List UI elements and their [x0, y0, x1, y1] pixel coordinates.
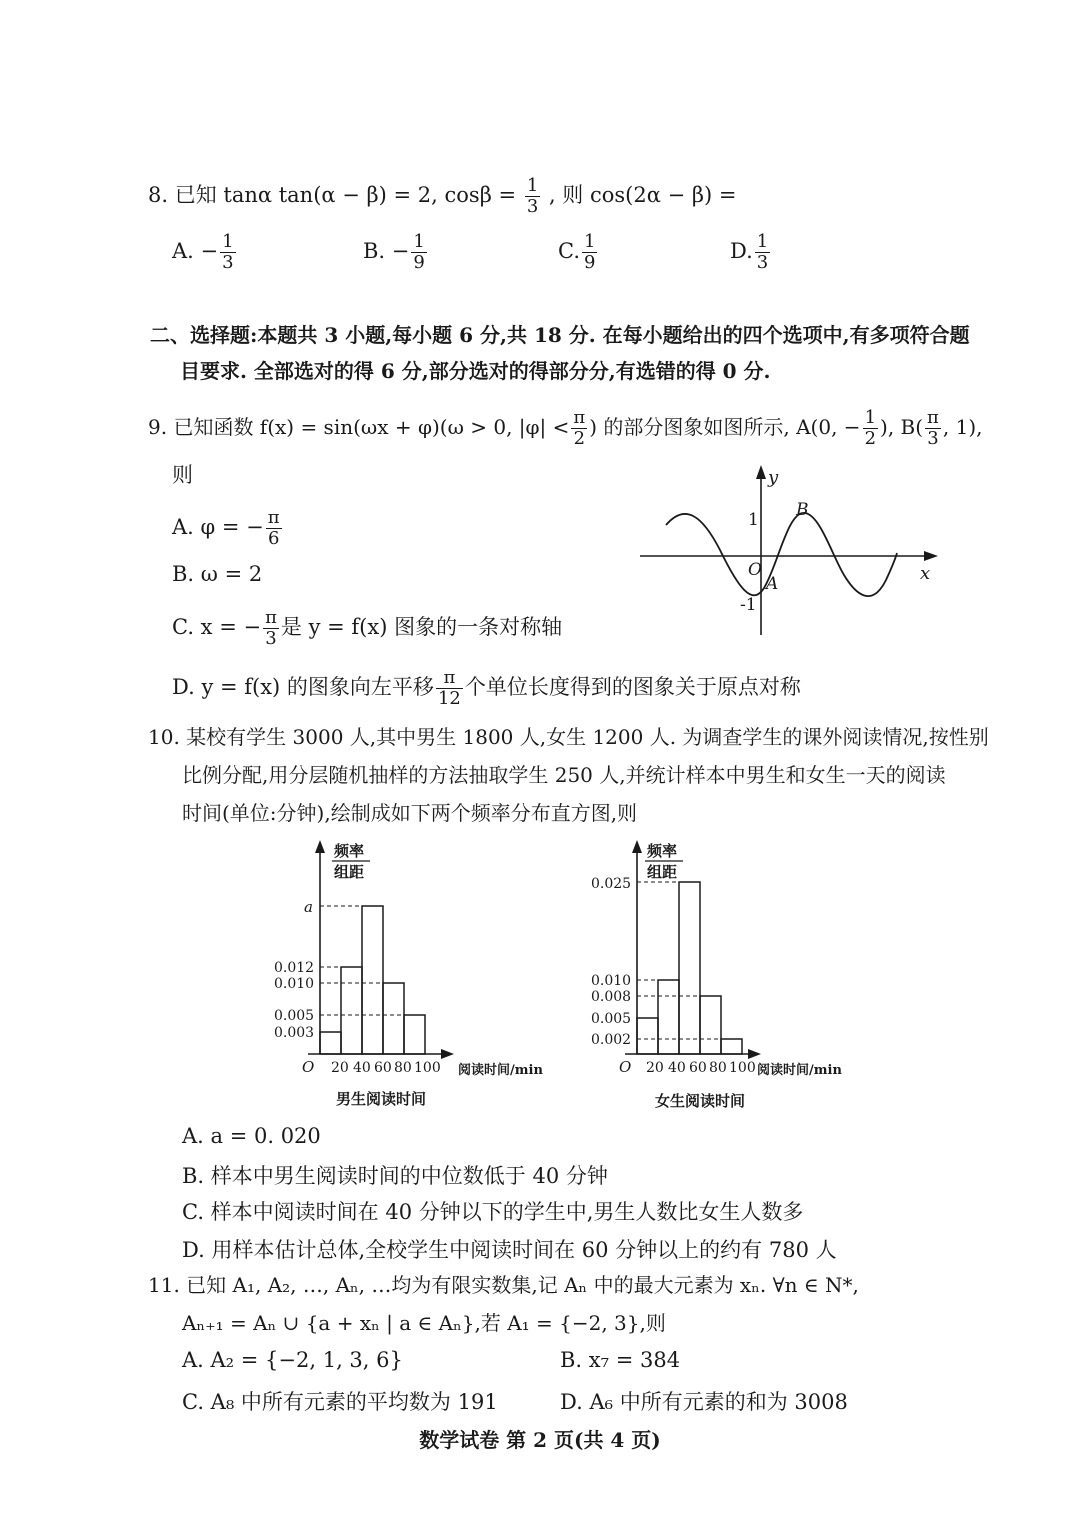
male-xtick-20: 20 [331, 1060, 349, 1076]
female-bars [637, 882, 742, 1054]
male-xtick-60: 60 [374, 1060, 392, 1076]
frac-num: 1 [584, 231, 596, 252]
frac-den: 2 [573, 428, 586, 449]
female-tick-0.005: 0.005 [591, 1011, 632, 1027]
q11-option-b[interactable]: B. x₇ = 384 [560, 1348, 681, 1372]
q10-option-a[interactable]: A. a = 0. 020 [182, 1124, 321, 1148]
frac-den: 3 [927, 428, 939, 449]
q9-option-c-fraction [263, 608, 279, 649]
label-x: x [920, 563, 931, 584]
q8-option-b[interactable] [363, 232, 429, 273]
female-xtick-80: 80 [709, 1060, 727, 1076]
label-y: y [768, 467, 779, 488]
female-tick-0.025: 0.025 [591, 876, 632, 892]
male-bar-20-40 [341, 967, 362, 1054]
q8-option-b-fraction [411, 232, 426, 273]
female-xtick-40: 40 [668, 1060, 686, 1076]
frac-den: 9 [413, 252, 425, 273]
male-origin: O [302, 1058, 315, 1076]
frac-den: 9 [584, 252, 596, 273]
male-xlabel: 阅读时间/min [458, 1063, 543, 1078]
frac-den: 12 [437, 688, 461, 709]
q8-frac-num: 1 [526, 175, 539, 196]
q9-option-c[interactable] [172, 608, 562, 649]
q11-stem-line2: Aₙ₊₁ = Aₙ ∪ {a + xₙ | a ∈ Aₙ},若 A₁ = {−2, 3},则 [182, 1311, 666, 1335]
male-tick-0.012: 0.012 [274, 960, 315, 976]
male-ylabel-top: 频率 [334, 842, 365, 860]
female-xtick-100: 100 [729, 1060, 756, 1076]
frac-num: π [265, 607, 277, 628]
label-origin: O [748, 560, 762, 580]
q9-stem-part4: , 1), [942, 415, 983, 439]
q9-pi-over-3 [925, 408, 941, 449]
q8-option-d[interactable] [730, 232, 772, 273]
q9-option-a[interactable] [172, 508, 284, 549]
male-caption: 男生阅读时间 [336, 1090, 427, 1108]
q10-stem-line1: 10. 某校有学生 3000 人,其中男生 1800 人,女生 1200 人. 为调查学生的课外阅读情况,按性别 [148, 725, 989, 749]
male-bars [320, 906, 425, 1054]
frac-num: 1 [222, 231, 234, 252]
section2-line2: 目要求. 全部选对的得 6 分,部分选对的得部分分,有选错的得 0 分. [180, 359, 771, 383]
female-histogram [585, 836, 875, 1114]
x-axis [640, 551, 938, 561]
male-tick-0.005: 0.005 [274, 1008, 315, 1024]
y-axis [756, 465, 766, 635]
q9-option-b[interactable]: B. ω = 2 [172, 562, 263, 586]
q8-cos-fraction [525, 176, 540, 217]
q9-option-c-text-b: 是 y = f(x) 图象的一条对称轴 [280, 615, 563, 639]
female-bar-60-80 [700, 996, 721, 1054]
q9-option-c-text: C. x = − [172, 615, 262, 639]
q10-option-b[interactable]: B. 样本中男生阅读时间的中位数低于 40 分钟 [182, 1164, 608, 1188]
q8-option-a-label: A. − [172, 239, 219, 263]
q9-stem-part3: ), B( [880, 415, 924, 439]
frac-den: 3 [756, 252, 769, 273]
q9-stem [148, 408, 983, 449]
q9-pi-over-2 [571, 408, 587, 449]
female-bar-0-20 [637, 1018, 658, 1054]
female-origin: O [619, 1058, 632, 1076]
male-bar-40-60 [362, 906, 383, 1054]
frac-den: 2 [864, 428, 877, 449]
q9-option-d[interactable] [172, 668, 801, 709]
q8-stem-suffix: , 则 cos(2α − β) = [548, 183, 737, 207]
female-xtick-20: 20 [646, 1060, 664, 1076]
female-xlabel: 阅读时间/min [757, 1063, 842, 1078]
female-ylabel-top: 频率 [647, 842, 678, 860]
q8-option-c[interactable] [558, 232, 599, 273]
female-caption: 女生阅读时间 [655, 1092, 746, 1110]
female-tick-0.010: 0.010 [591, 973, 632, 989]
frac-num: π [927, 407, 939, 428]
female-ylabel-bottom: 组距 [647, 863, 678, 881]
frac-num: 1 [864, 407, 877, 428]
q8-option-a[interactable] [172, 232, 238, 273]
q10-option-d[interactable]: D. 用样本估计总体,全校学生中阅读时间在 60 分钟以上的约有 780 人 [182, 1238, 837, 1262]
q9-half [863, 408, 878, 449]
male-bar-80-100 [404, 1015, 425, 1054]
q8-stem-prefix: 8. 已知 tanα tan(α − β) = 2, cosβ = [148, 183, 517, 207]
frac-den: 6 [267, 528, 280, 549]
q11-option-d[interactable]: D. A₆ 中所有元素的和为 3008 [560, 1390, 848, 1414]
q8-option-d-label: D. [730, 239, 753, 263]
label-minus-one: -1 [740, 595, 757, 615]
male-histogram [268, 836, 558, 1114]
frac-num: π [573, 407, 586, 428]
q11-option-c[interactable]: C. A₈ 中所有元素的平均数为 191 [182, 1390, 498, 1414]
female-xtick-60: 60 [689, 1060, 707, 1076]
q11-stem-line1: 11. 已知 A₁, A₂, …, Aₙ, …均为有限实数集,记 Aₙ 中的最大元素为 xₙ. ∀n ∈ N*, [148, 1273, 859, 1297]
female-bar-20-40 [658, 980, 679, 1054]
q9-option-d-text-b: 个单位长度得到的图象关于原点对称 [464, 675, 801, 699]
q9-sine-graph [630, 455, 950, 640]
male-tick-a: a [304, 898, 313, 916]
female-tick-0.008: 0.008 [591, 989, 632, 1005]
q8-option-b-label: B. − [363, 239, 410, 263]
frac-num: 1 [413, 231, 425, 252]
male-bar-60-80 [383, 983, 404, 1054]
label-point-a: A [766, 574, 779, 594]
q9-option-a-text: A. φ = − [172, 515, 264, 539]
female-bar-80-100 [721, 1039, 742, 1054]
frac-num: π [267, 507, 280, 528]
female-tick-0.002: 0.002 [591, 1032, 632, 1048]
male-ylabel-bottom: 组距 [334, 863, 365, 881]
male-xtick-40: 40 [353, 1060, 371, 1076]
q8-option-a-fraction [220, 232, 235, 273]
q10-stem-line3: 时间(单位:分钟),绘制成如下两个频率分布直方图,则 [182, 801, 638, 825]
frac-num: π [436, 668, 463, 689]
q11-option-a[interactable]: A. A₂ = {−2, 1, 3, 6} [182, 1348, 403, 1372]
q9-stem-part1: 9. 已知函数 f(x) = sin(ωx + φ)(ω > 0, |φ| < [148, 415, 570, 439]
frac-den: 3 [222, 252, 234, 273]
label-one: 1 [748, 510, 759, 530]
male-y-axis [315, 840, 325, 1054]
q8-option-c-fraction [582, 232, 597, 273]
q8-option-d-fraction [755, 232, 770, 273]
q10-stem-line2: 比例分配,用分层随机抽样的方法抽取学生 250 人,并统计样本中男生和女生一天的阅读 [182, 763, 946, 787]
q9-option-a-fraction [266, 508, 282, 549]
male-xtick-100: 100 [414, 1060, 441, 1076]
male-tick-0.010: 0.010 [274, 976, 315, 992]
male-tick-0.003: 0.003 [274, 1025, 315, 1041]
q8-stem [148, 176, 736, 217]
q8-frac-den: 3 [526, 196, 539, 217]
label-point-b: B [796, 500, 809, 520]
q8-option-c-label: C. [558, 239, 580, 263]
page-footer: 数学试卷 第 2 页(共 4 页) [419, 1428, 661, 1452]
q9-option-d-text: D. y = f(x) 的图象向左平移 [172, 675, 434, 699]
frac-num: 1 [756, 231, 769, 252]
q9-option-d-fraction [436, 668, 463, 709]
male-xtick-80: 80 [394, 1060, 412, 1076]
q9-stem-part2: ) 的部分图象如图所示, A(0, − [589, 415, 861, 439]
male-bar-0-20 [320, 1032, 341, 1054]
female-bar-40-60 [679, 882, 700, 1054]
q10-option-c[interactable]: C. 样本中阅读时间在 40 分钟以下的学生中,男生人数比女生人数多 [182, 1200, 804, 1224]
frac-den: 3 [265, 628, 277, 649]
sine-curve [666, 513, 897, 596]
q9-then: 则 [172, 463, 193, 487]
section2-line1: 二、选择题:本题共 3 小题,每小题 6 分,共 18 分. 在每小题给出的四个选项中,有多项符合题 [150, 323, 970, 347]
